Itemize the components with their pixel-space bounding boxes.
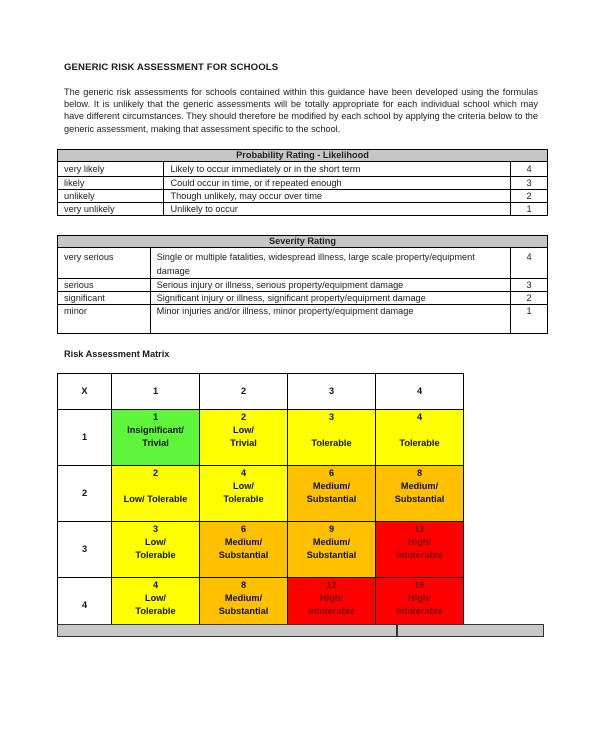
- matrix-cell: 6 Medium/ Substantial: [200, 522, 288, 578]
- matrix-cell: 8 Medium/ Substantial: [200, 578, 288, 634]
- row-rating: 2: [511, 292, 548, 305]
- table-row: [58, 248, 548, 279]
- footer-bar-right: [397, 624, 544, 637]
- footer-bar-left: [57, 624, 397, 637]
- table-row: [58, 177, 548, 190]
- matrix-row-header: 4: [58, 578, 112, 634]
- matrix-col-header: 3: [288, 374, 376, 410]
- matrix-row-header: 2: [58, 466, 112, 522]
- matrix-cell: 2 Low/ Tolerable: [112, 466, 200, 522]
- document-title: GENERIC RISK ASSESSMENT FOR SCHOOLS: [64, 62, 279, 73]
- row-description: Minor injuries and/or illness, minor property/equipment damage: [150, 305, 511, 334]
- matrix-cell: 12 High/ Intolerable: [288, 578, 376, 634]
- row-rating: 1: [511, 203, 548, 216]
- row-description: Single or multiple fatalities, widespread illness, large scale property/equipment damage: [150, 248, 511, 279]
- row-label: serious: [58, 279, 151, 292]
- matrix-cell: 4 Tolerable: [376, 410, 464, 466]
- matrix-cell: 4 Low/ Tolerable: [200, 466, 288, 522]
- row-label: likely: [58, 177, 164, 190]
- probability-table-header: Probability Rating - Likelihood: [58, 150, 548, 162]
- matrix-col-header: 1: [112, 374, 200, 410]
- matrix-title: Risk Assessment Matrix: [64, 349, 170, 359]
- probability-rating-table: [57, 149, 548, 216]
- row-rating: 1: [511, 305, 548, 334]
- row-description: Unlikely to occur: [164, 203, 511, 216]
- matrix-row-header: 3: [58, 522, 112, 578]
- matrix-cell: 3 Low/ Tolerable: [112, 522, 200, 578]
- row-rating: 4: [511, 248, 548, 279]
- table-row: [58, 162, 548, 177]
- matrix-row: [58, 466, 464, 522]
- matrix-cell: 16 High/ Intolerable: [376, 578, 464, 634]
- row-description: Significant injury or illness, significant property/equipment damage: [150, 292, 511, 305]
- matrix-cell: 6 Medium/ Substantial: [288, 466, 376, 522]
- row-rating: 2: [511, 190, 548, 203]
- severity-rating-table: [57, 235, 548, 334]
- row-label: very unlikely: [58, 203, 164, 216]
- row-label: minor: [58, 305, 151, 334]
- table-row: [58, 203, 548, 216]
- matrix-col-header: 2: [200, 374, 288, 410]
- matrix-row-header: 1: [58, 410, 112, 466]
- matrix-cell: 9 Medium/ Substantial: [288, 522, 376, 578]
- matrix-col-header: 4: [376, 374, 464, 410]
- row-description: Could occur in time, or if repeated enough: [164, 177, 511, 190]
- severity-table-header: Severity Rating: [58, 236, 548, 248]
- intro-paragraph: The generic risk assessments for schools contained within this guidance have been developed using the formulas below. It is unlikely that the generic assessments will be totally appropriate for each individual school which may have different circumstances. They should therefore be modified by each school by applying the criteria below to the generic assessment, making that assessment specific to the school.: [64, 87, 538, 134]
- table-row: [58, 305, 548, 334]
- matrix-cell: 1 Insignificant/ Trivial: [112, 410, 200, 466]
- matrix-row: [58, 410, 464, 466]
- row-label: unlikely: [58, 190, 164, 203]
- matrix-cell: 2 Low/ Trivial: [200, 410, 288, 466]
- matrix-cell: 8 Medium/ Substantial: [376, 466, 464, 522]
- row-rating: 3: [511, 279, 548, 292]
- matrix-row: [58, 522, 464, 578]
- matrix-cell: 4 Low/ Tolerable: [112, 578, 200, 634]
- matrix-cell: 3 Tolerable: [288, 410, 376, 466]
- row-description: Though unlikely, may occur over time: [164, 190, 511, 203]
- row-description: Serious injury or illness, serious property/equipment damage: [150, 279, 511, 292]
- row-rating: 4: [511, 162, 548, 177]
- row-label: very likely: [58, 162, 164, 177]
- matrix-cell: 12 High/ Intolerable: [376, 522, 464, 578]
- table-row: [58, 190, 548, 203]
- matrix-corner: X: [58, 374, 112, 410]
- row-label: very serious: [58, 248, 151, 279]
- row-description: Likely to occur immediately or in the short term: [164, 162, 511, 177]
- table-row: [58, 292, 548, 305]
- row-rating: 3: [511, 177, 548, 190]
- risk-assessment-matrix: [57, 373, 464, 634]
- table-row: [58, 279, 548, 292]
- row-label: significant: [58, 292, 151, 305]
